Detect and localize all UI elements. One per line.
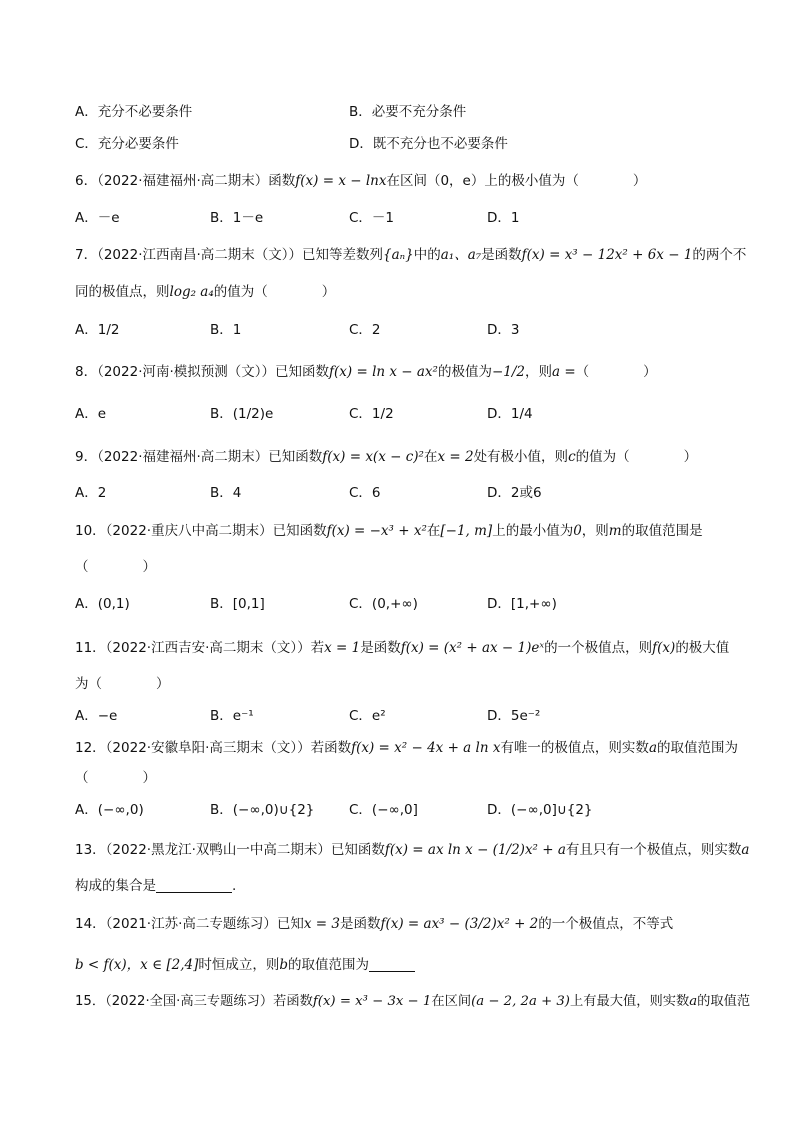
- q7-stem-line1: 7．（2022·江西南昌·高二期末（文））已知等差数列{aₙ}中的a₁、a₇是函数f(x) = x³ − 12x² + 6x − 1的两个不: [75, 247, 747, 263]
- q11-option-c: C．e²: [349, 708, 386, 724]
- q7-option-c: C．2: [349, 322, 381, 338]
- q12-option-d: D．(−∞,0]∪{2}: [487, 802, 593, 818]
- q8-option-a: A．e: [75, 406, 107, 422]
- q6-function: f(x) = x − lnx: [295, 173, 387, 189]
- q11-option-b: B．e⁻¹: [210, 708, 254, 724]
- q14-function: f(x) = ax³ − (3/2)x² + 2: [380, 916, 539, 932]
- q13-stem-line1: 13．（2022·黑龙江·双鸭山一中高二期末）已知函数f(x) = ax ln x − (1/2)x² + a有且只有一个极值点，则实数a: [75, 842, 750, 858]
- q7-function: f(x) = x³ − 12x² + 6x − 1: [521, 247, 693, 263]
- q13-stem-line2: 构成的集合是 .: [75, 878, 237, 894]
- q5-option-b: B．必要不充分条件: [349, 104, 467, 120]
- q12-option-c: C．(−∞,0]: [349, 802, 418, 818]
- q9-option-b: B．4: [210, 485, 242, 501]
- q10-option-c: C．(0,+∞): [349, 596, 418, 612]
- q6-option-d: D．1: [487, 210, 520, 226]
- q8-option-c: C．1/2: [349, 406, 394, 422]
- answer-blank: [156, 878, 232, 893]
- q11-stem-line1: 11．（2022·江西吉安·高二期末（文））若x = 1是函数f(x) = (x² + ax − 1)eˣ的一个极值点，则f(x)的极大值: [75, 640, 730, 656]
- q5-option-d: D．既不充分也不必要条件: [349, 136, 508, 152]
- q11-stem-line2: 为（ ）: [75, 676, 170, 692]
- answer-blank: [369, 957, 415, 972]
- q5-option-a: A．充分不必要条件: [75, 104, 193, 120]
- q10-option-b: B．[0,1]: [210, 596, 265, 612]
- q15-function: f(x) = x³ − 3x − 1: [312, 994, 432, 1009]
- q8-option-b: B．(1/2)e: [210, 406, 274, 422]
- q11-function: f(x) = (x² + ax − 1)eˣ: [400, 640, 545, 656]
- q11-option-d: D．5e⁻²: [487, 708, 541, 724]
- q10-stem-line2: （ ）: [75, 559, 156, 575]
- q10-option-a: A．(0,1): [75, 596, 130, 612]
- q5-option-c: C．充分必要条件: [75, 136, 179, 152]
- q6-option-b: B．1－e: [210, 210, 264, 226]
- q7-stem-line2: 同的极值点，则log₂ a₄的值为（ ）: [75, 284, 336, 300]
- q14-stem-line2: b < f(x)，x ∈ [2,4]时恒成立，则b的取值范围为: [75, 955, 754, 975]
- q6-stem: 6．（2022·福建福州·高二期末）函数f(x) = x − lnx在区间（0，e）上的极小值为（ ）: [75, 173, 647, 189]
- q10-option-d: D．[1,+∞): [487, 596, 557, 612]
- q12-function: f(x) = x² − 4x + a ln x: [351, 740, 501, 756]
- q6-option-a: A．－e: [75, 210, 120, 226]
- q12-option-b: B．(−∞,0)∪{2}: [210, 802, 315, 818]
- q15-stem: 15．（2022·全国·高三专题练习）若函数f(x) = x³ − 3x − 1在区间(a − 2, 2a + 3)上有最大值，则实数a的取值范: [75, 994, 751, 1009]
- q14-stem-line1: 14．（2021·江苏·高二专题练习）已知x = 3是函数f(x) = ax³ − (3/2)x² + 2的一个极值点，不等式: [75, 916, 674, 932]
- q7-option-d: D．3: [487, 322, 520, 338]
- q9-option-c: C．6: [349, 485, 381, 501]
- q10-stem-line1: 10．（2022·重庆八中高二期末）已知函数f(x) = −x³ + x²在[−1, m]上的最小值为0，则m的取值范围是: [75, 523, 703, 539]
- q8-function: f(x) = ln x − ax²: [329, 364, 438, 380]
- q7-option-a: A．1/2: [75, 322, 120, 338]
- q11-option-a: A．−e: [75, 708, 118, 724]
- q9-option-d: D．2或6: [487, 485, 542, 501]
- q12-stem-line1: 12．（2022·安徽阜阳·高三期末（文））若函数f(x) = x² − 4x + a ln x有唯一的极值点，则实数a的取值范围为: [75, 740, 738, 756]
- q9-option-a: A．2: [75, 485, 107, 501]
- q12-stem-line2: （ ）: [75, 770, 156, 786]
- q12-option-a: A．(−∞,0): [75, 802, 144, 818]
- q6-option-c: C．－1: [349, 210, 395, 226]
- q9-stem: 9．（2022·福建福州·高二期末）已知函数f(x) = x(x − c)²在x = 2处有极小值，则c的值为（ ）: [75, 449, 698, 465]
- q8-stem: 8．（2022·河南·模拟预测（文））已知函数f(x) = ln x − ax²的极值为−1/2，则a =（ ）: [75, 364, 657, 380]
- q8-option-d: D．1/4: [487, 406, 533, 422]
- q10-function: f(x) = −x³ + x²: [326, 523, 427, 539]
- q9-function: f(x) = x(x − c)²: [322, 449, 424, 465]
- q7-option-b: B．1: [210, 322, 242, 338]
- q13-function: f(x) = ax ln x − (1/2)x² + a: [384, 842, 566, 858]
